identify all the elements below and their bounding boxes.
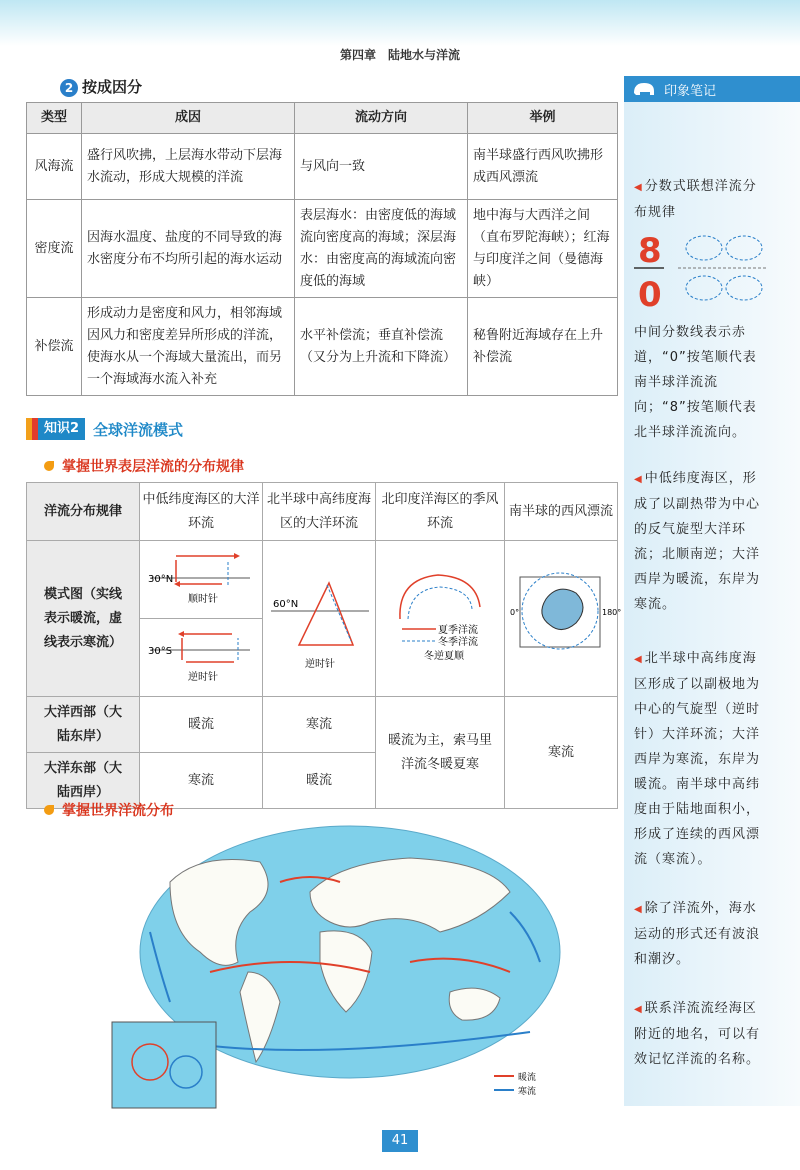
lat-30n-label: 30°N [148,574,174,585]
legend-cold: 寒流 [518,1087,537,1097]
cell: 形成动力是密度和风力，相邻海域因风力和密度差异所形成的洋流，使海水从一个海域大量流出，而另一个海域海水流入补充 [82,298,295,396]
lat-30s-label: 30°S [148,646,173,657]
elephant-icon [630,79,658,99]
cell: 与风向一致 [295,134,468,200]
world-ocean-current-map [110,822,550,1112]
row-header: 模式图（实线表示暖流，虚线表示寒流） [27,541,140,697]
chapter-header: 第四章 陆地水与洋流 [339,48,460,62]
cell: 寒流 [263,697,376,753]
leaf-icon [44,805,54,815]
gyre-north-diagram [142,542,260,608]
diagram-cell [140,619,263,697]
note-item [634,646,766,872]
col-example: 举例 [468,103,618,134]
triangle-marker-icon: ◀ [634,1004,643,1015]
leaf-icon [44,461,54,471]
cell: 寒流 [140,753,263,809]
note-text: 分数式联想洋流分布规律 [634,179,757,220]
table-row [27,697,618,753]
diagram-cell [140,541,263,619]
corner-cell: 洋流分布规律 [27,483,140,541]
legend-warm: 暖流 [518,1073,537,1083]
fraction-figure [634,226,766,315]
table-row [27,200,618,298]
lat-60n-label: 60°N [273,599,299,610]
cell: 表层海水：由密度低的海域流向密度高的海域；深层海水：由密度高的海域流向密度低的海域 [295,200,468,298]
cell: 秘鲁附近海域存在上升补偿流 [468,298,618,396]
cell: 暖流 [140,697,263,753]
cell: 暖流 [263,753,376,809]
monsoon-diagram [378,549,502,679]
cell: 补偿流 [27,298,82,396]
table-header-row [27,103,618,134]
lon-0-label: 0° [510,608,520,617]
gyre-subpolar-diagram [265,549,373,679]
note-text: 联系洋流流经海区附近的地名，可以有效记忆洋流的名称。 [634,1001,761,1067]
rule-label: 冬逆夏顺 [424,651,464,662]
col-header: 中低纬度海区的大洋环流 [140,483,263,541]
fraction-top: 8 [638,231,662,271]
table-header-row [27,483,618,541]
table-row [27,541,618,619]
row-header: 大洋西部（大陆东岸） [27,697,140,753]
section-number: 2 [60,79,78,97]
note-text: 中间分数线表示赤道，“0”按笔顺代表南半球洋流流向；“8”按笔顺代表北半球洋流流向。 [634,325,757,440]
subheading-text: 掌握世界表层洋流的分布规律 [62,459,244,475]
cause-table [26,102,618,396]
table-row [27,134,618,200]
west-wind-drift-diagram [506,549,622,679]
table-row [27,298,618,396]
cell: 密度流 [27,200,82,298]
diagram-cell [505,541,622,697]
cell: 风海流 [27,134,82,200]
knowledge-title: 全球洋流模式 [93,420,184,439]
cell: 南半球盛行西风吹拂形成西风漂流 [468,134,618,200]
note-text: 中低纬度海区，形成了以副热带为中心的反气旋型大洋环流；北顺南逆；大洋西岸为暖流，东岸为寒流。 [634,471,761,612]
note-panel-title: 印象笔记 [664,83,717,99]
fraction-diagram [634,226,766,315]
row-header: 大洋东部（大陆西岸） [27,753,140,809]
clockwise-label: 顺时针 [188,594,218,605]
pattern-table [26,482,622,809]
note-text: 除了洋流外，海水运动的形式还有波浪和潮汐。 [634,901,761,967]
note-item [634,466,766,617]
top-band [0,0,800,46]
fraction-bottom: 0 [638,275,662,315]
section-label: 按成因分 [82,78,143,96]
note-item [634,320,766,445]
triangle-marker-icon: ◀ [634,182,643,193]
note-item [634,896,766,972]
cell: 盛行风吹拂，上层海水带动下层海水流动，形成大规模的洋流 [82,134,295,200]
page-number: 41 [382,1130,418,1152]
subheading-text: 掌握世界洋流分布 [62,803,174,819]
book-icon [26,418,38,440]
cell: 地中海与大西洋之间（直布罗陀海峡）；红海与印度洋之间（曼德海峡） [468,200,618,298]
cell: 水平补偿流；垂直补偿流（又分为上升流和下降流） [295,298,468,396]
note-panel-header [624,76,800,102]
col-cause: 成因 [82,103,295,134]
gyre-south-diagram [142,620,260,686]
triangle-marker-icon: ◀ [634,474,643,485]
counterclockwise-label: 逆时针 [305,659,335,670]
subheading-2 [44,800,174,820]
cell: 因海水温度、盐度的不同导致的海水密度分布不均所引起的海水运动 [82,200,295,298]
knowledge-heading [26,418,183,440]
note-item [634,996,766,1072]
col-type: 类型 [27,103,82,134]
col-header: 北印度洋海区的季风环流 [376,483,505,541]
subheading-1 [44,456,244,476]
diagram-cell [376,541,505,697]
col-header: 北半球中高纬度海区的大洋环流 [263,483,376,541]
counterclockwise-label: 逆时针 [188,672,218,683]
triangle-marker-icon: ◀ [634,654,643,665]
winter-current-label: 冬季洋流 [438,637,478,648]
triangle-marker-icon: ◀ [634,904,643,915]
note-item [634,174,766,225]
note-text: 北半球中高纬度海区形成了以副极地为中心的气旋型（逆时针）大洋环流；大洋西岸为寒流，东岸为暖流。南半球中高纬度由于陆地面积小，形成了连续的西风漂流（寒流）。 [634,651,761,867]
diagram-cell [263,541,376,697]
col-direction: 流动方向 [295,103,468,134]
cell: 寒流 [505,697,618,809]
summer-current-label: 夏季洋流 [438,625,478,636]
knowledge-label: 知识2 [38,418,85,440]
lon-180-label: 180° [602,608,622,617]
section-title [60,76,142,97]
cell: 暖流为主，索马里洋流冬暖夏寒 [376,697,505,809]
col-header: 南半球的西风漂流 [505,483,618,541]
